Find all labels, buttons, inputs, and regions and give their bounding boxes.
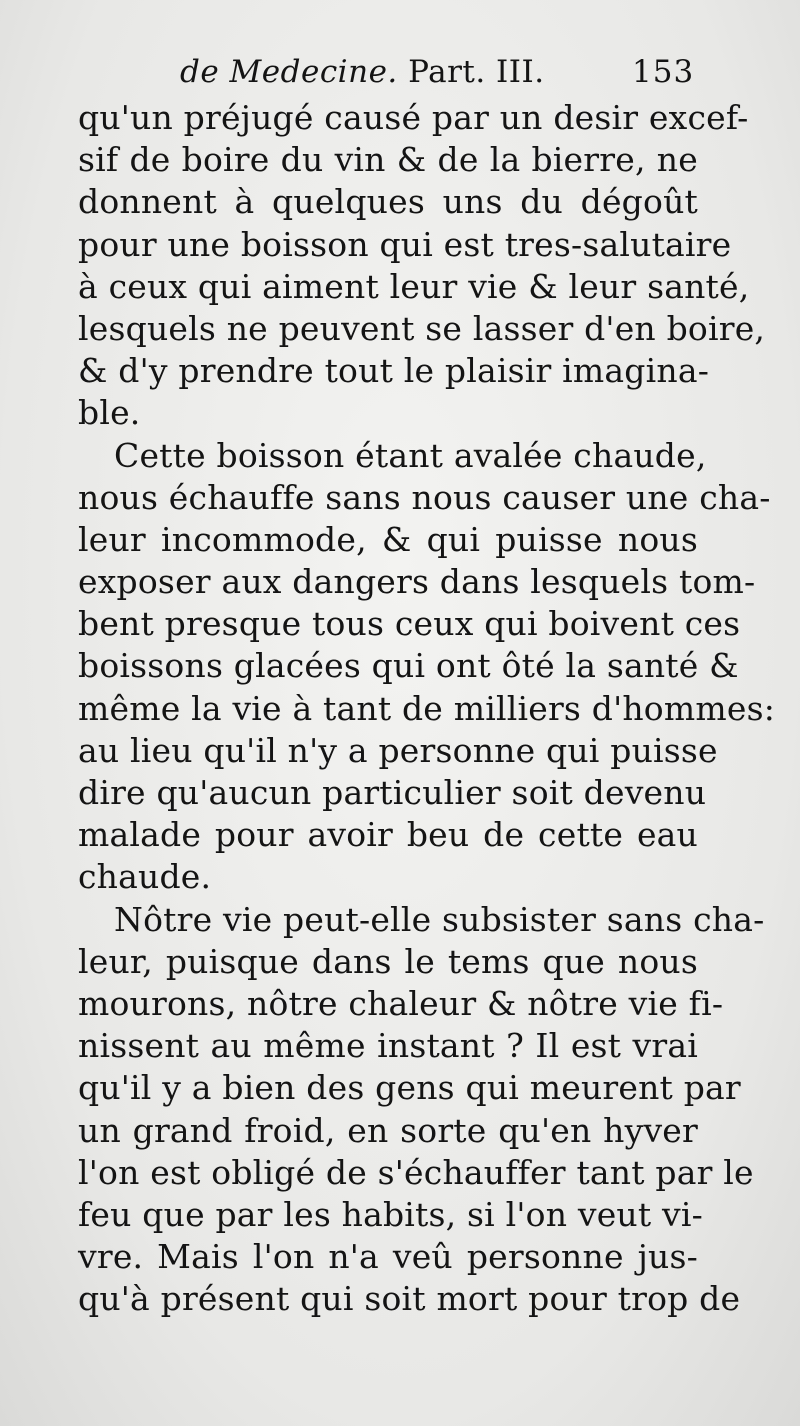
- text-line: qu'à présent qui soit mort pour trop de: [78, 1279, 741, 1319]
- text-line: mourons, nôtre chaleur & nôtre vie fi-: [78, 983, 724, 1023]
- text-line: Cette boisson étant avalée chaude,: [114, 435, 707, 475]
- text-line: ble.: [78, 393, 141, 433]
- text-line: bent presque tous ceux qui boivent ces: [78, 604, 741, 644]
- text-line: dire qu'aucun particulier soit devenu: [78, 773, 707, 812]
- text-line: à ceux qui aiment leur vie & leur santé,: [78, 266, 750, 306]
- text-line: nissent au même instant ? Il est vrai: [78, 1026, 698, 1066]
- paragraph-1: [78, 97, 766, 435]
- paragraph-3: [78, 899, 765, 1321]
- text-line: Nôtre vie peut-elle subsister sans cha-: [114, 899, 765, 939]
- text-line: sif de boire du vin & de la bierre, ne: [78, 140, 698, 180]
- running-title: [180, 52, 545, 92]
- text-line: lesquels ne peuvent se lasser d'en boire,: [78, 308, 766, 348]
- text-line: vre. Mais l'on n'a veû personne jus-: [78, 1237, 698, 1277]
- text-line: au lieu qu'il n'y a personne qui puisse: [78, 730, 718, 770]
- body-text: [78, 97, 776, 1320]
- text-line: pour une boisson qui est tres-salutaire: [78, 224, 732, 264]
- text-line: leur, puisque dans le tems que nous: [78, 941, 698, 981]
- page-number: 153: [632, 54, 695, 90]
- text-line: même la vie à tant de milliers d'hommes:: [78, 688, 776, 728]
- text-line: qu'un préjugé causé par un desir excef-: [78, 98, 749, 137]
- text-line: feu que par les habits, si l'on veut vi-: [78, 1194, 703, 1234]
- running-head: [0, 48, 800, 98]
- text-line: malade pour avoir beu de cette eau: [78, 815, 698, 855]
- text-line: l'on est obligé de s'échauffer tant par le: [78, 1152, 754, 1192]
- paragraph-2: [78, 435, 776, 899]
- text-line: exposer aux dangers dans lesquels tom-: [78, 562, 756, 602]
- running-title-part: Part. III.: [397, 54, 545, 90]
- text-line: boissons glacées qui ont ôté la santé &: [78, 646, 739, 686]
- text-line: leur incommode, & qui puisse nous: [78, 519, 698, 559]
- text-line: qu'il y a bien des gens qui meurent par: [78, 1068, 741, 1108]
- text-line: un grand froid, en sorte qu'en hyver: [78, 1110, 698, 1150]
- running-title-italic: de Medecine.: [180, 54, 398, 90]
- text-line: chaude.: [78, 857, 212, 897]
- text-line: donnent à quelques uns du dégoût: [78, 182, 698, 222]
- text-line: & d'y prendre tout le plaisir imagina-: [78, 351, 710, 391]
- text-line: nous échauffe sans nous causer une cha-: [78, 477, 771, 517]
